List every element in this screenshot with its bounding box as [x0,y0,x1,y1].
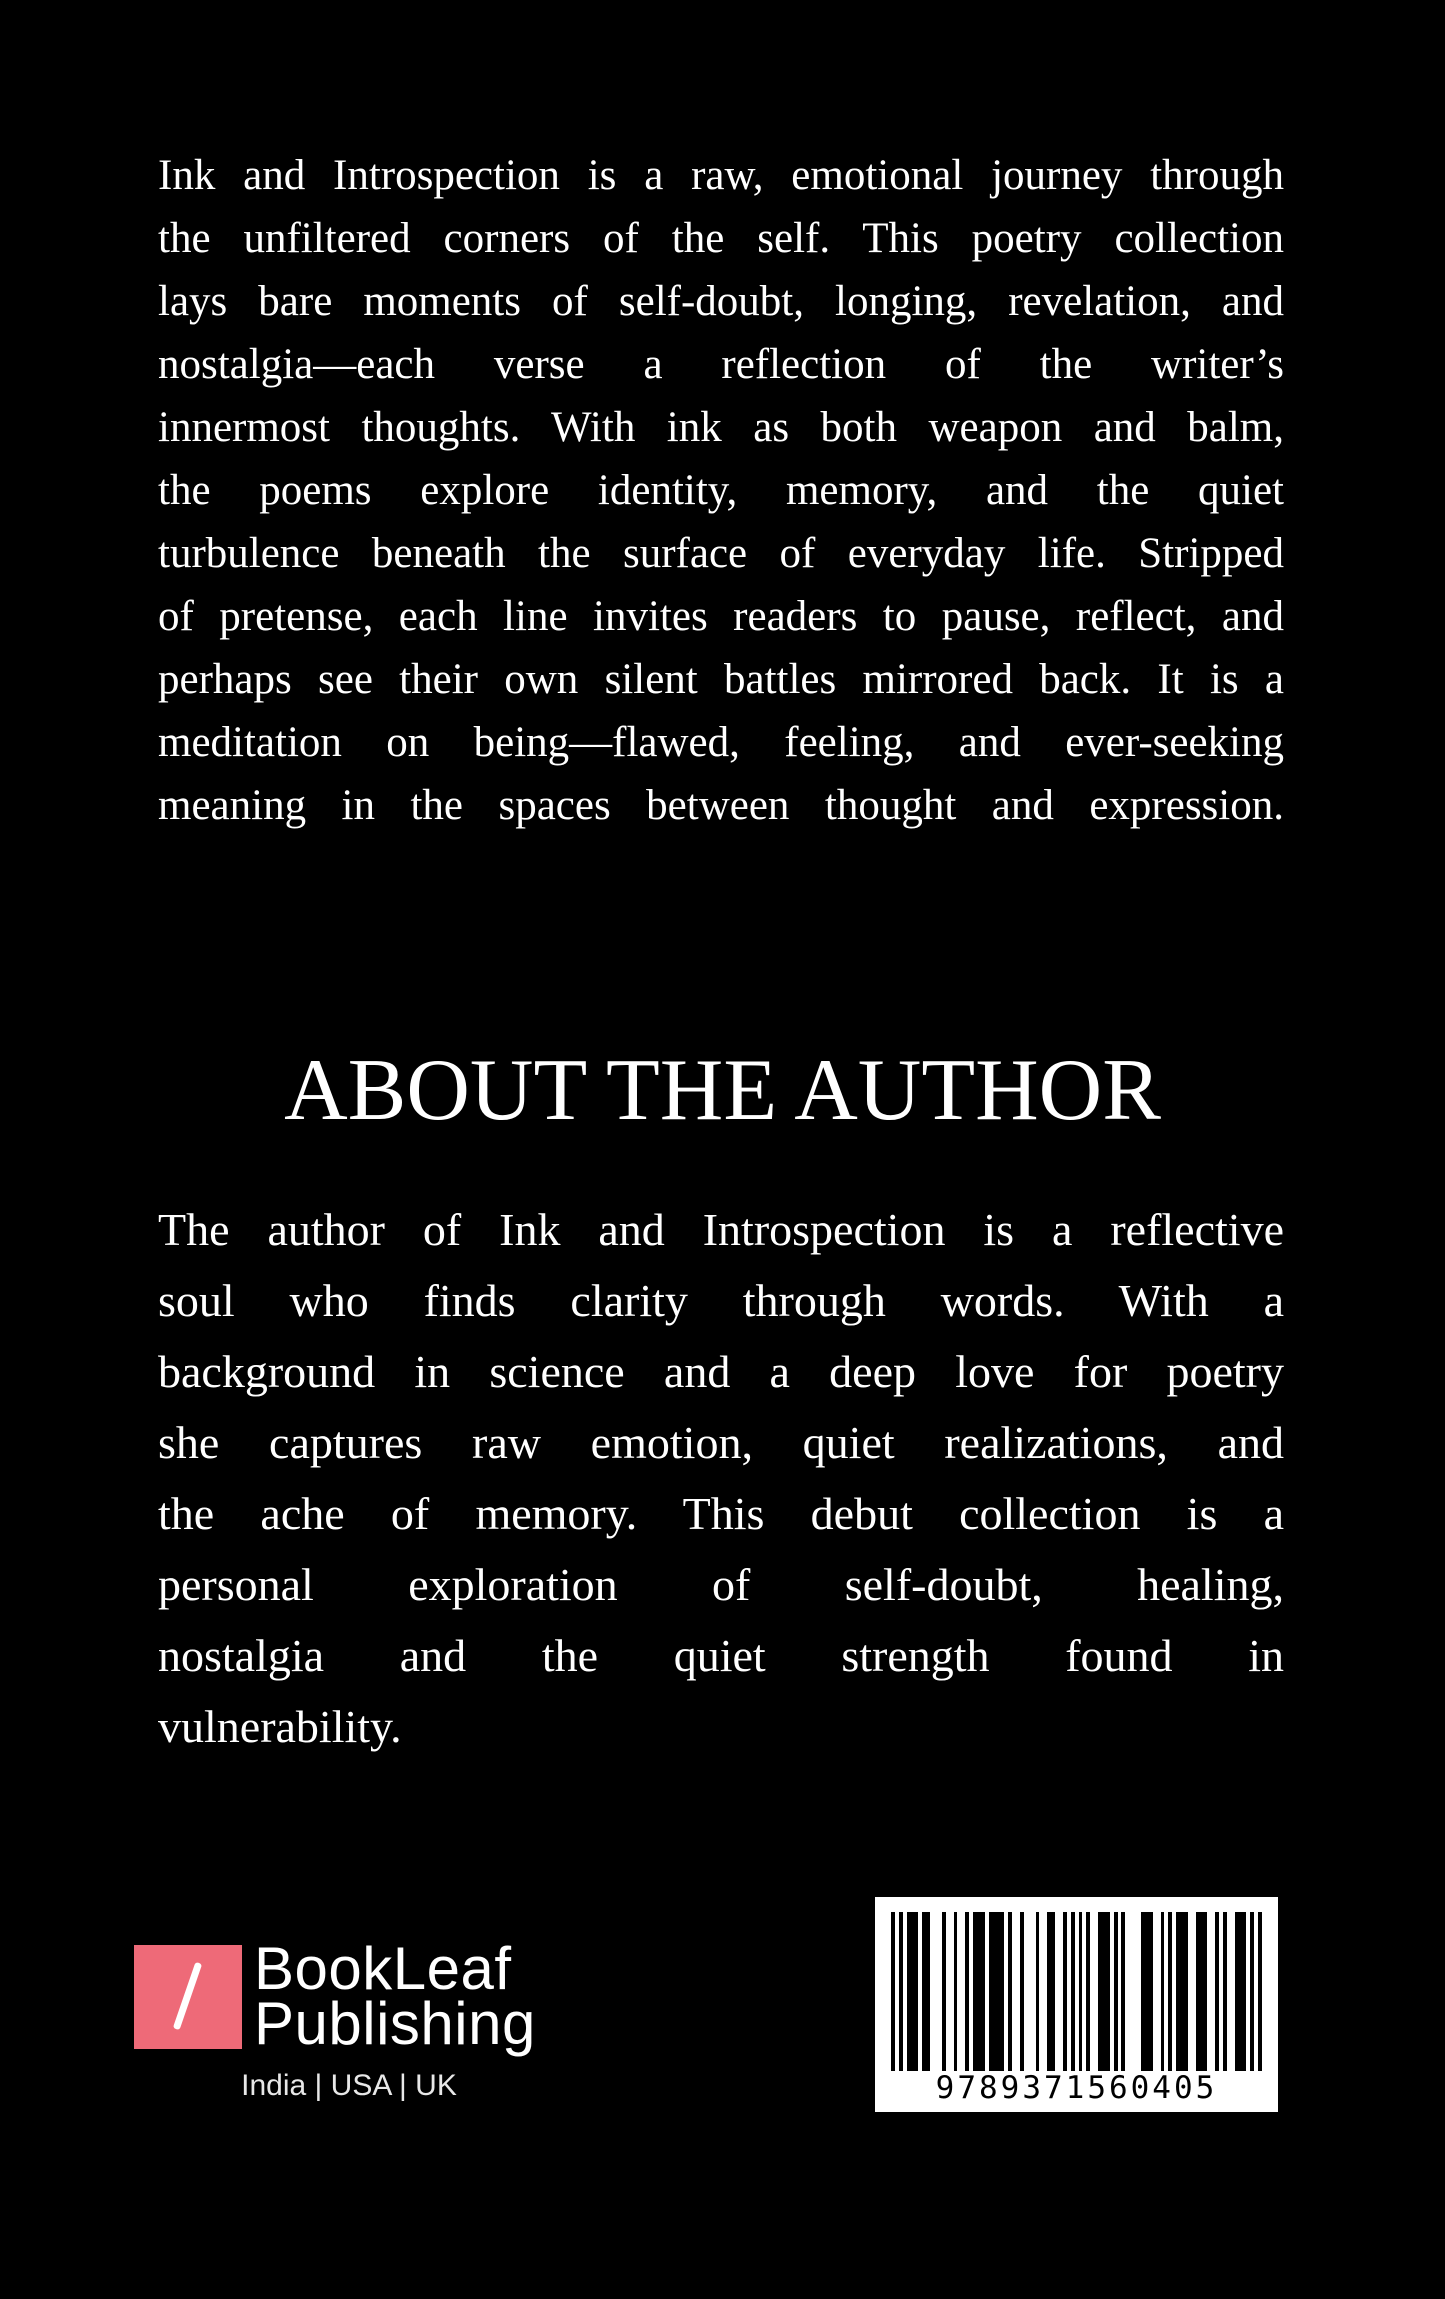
publisher-name-line2: Publishing [254,1990,536,2057]
text-line: personal exploration of self-doubt, healing, [158,1559,1284,1610]
text-line: The author of Ink and Introspection is a reflective [158,1204,1284,1255]
text-line: background in science and a deep love for poetry [158,1346,1284,1397]
text-line: Ink and Introspection is a raw, emotional journey through [158,152,1284,199]
text-line: of pretense, each line invites readers to pause, reflect, and [158,593,1284,640]
text-line: innermost thoughts. With ink as both weapon and balm, [158,404,1284,451]
text-line: nostalgia—each verse a reflection of the writer’s [158,341,1284,388]
bookleaf-logo [134,1945,242,2049]
text-line: turbulence beneath the surface of everyday life. Stripped [158,530,1284,577]
text-line: the unfiltered corners of the self. This poetry collection [158,215,1284,262]
author-bio-paragraph [158,1194,1284,1762]
text-line: she captures raw emotion, quiet realizations, and [158,1417,1284,1468]
text-line: soul who finds clarity through words. With a [158,1275,1284,1326]
text-line: the ache of memory. This debut collection is a [158,1488,1284,1539]
publisher-regions: India | USA | UK [241,2069,457,2102]
text-line: vulnerability. [158,1701,402,1752]
text-line: meditation on being—flawed, feeling, and ever-seeking [158,719,1284,766]
about-the-author-heading: ABOUT THE AUTHOR [284,1042,1161,1139]
text-line: meaning in the spaces between thought and expression. [158,782,1284,829]
text-line: lays bare moments of self-doubt, longing, revelation, and [158,278,1284,325]
text-line: nostalgia and the quiet strength found in [158,1630,1284,1681]
publisher-name-line1: BookLeaf [254,1935,512,2002]
barcode-bars [891,1912,1262,2071]
synopsis-paragraph [158,144,1284,837]
text-line: the poems explore identity, memory, and the quiet [158,467,1284,514]
barcode-module [1258,1912,1262,2071]
publisher-name [254,1935,536,2057]
slash-icon [173,1962,202,2030]
barcode-number: 9789371560405 [935,2070,1218,2106]
text-line: perhaps see their own silent battles mirrored back. It is a [158,656,1284,703]
barcode [875,1897,1278,2112]
